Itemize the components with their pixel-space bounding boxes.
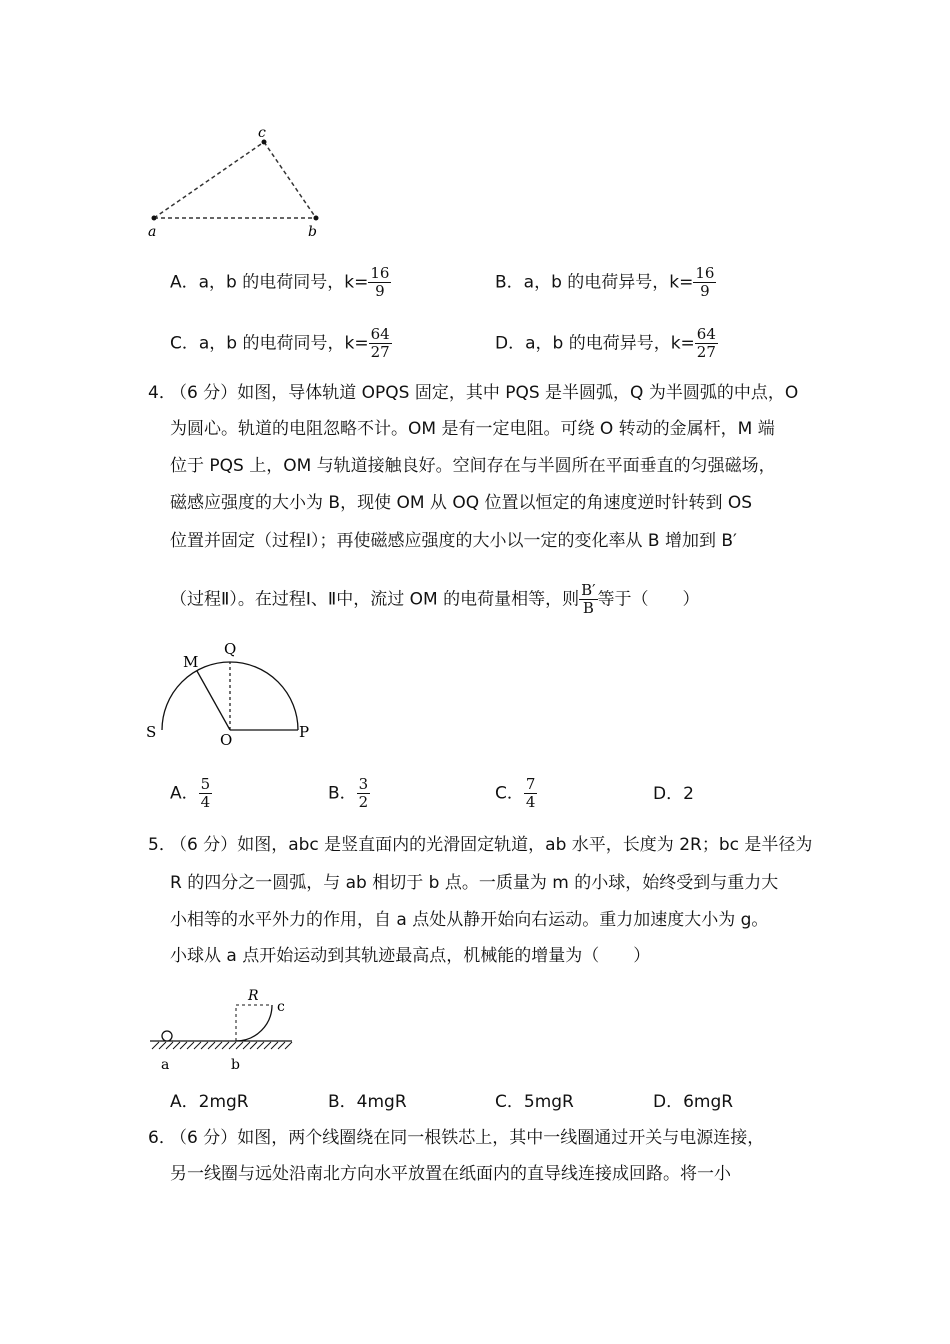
q4-number: 4． [148,383,176,403]
q6-number: 6． [148,1128,176,1148]
label-R: R [248,988,259,1004]
label-c: c [277,999,285,1015]
q4-stem-line: （6 分）如图，导体轨道 OPQS 固定，其中 PQS 是半圆弧，Q 为半圆弧的中点，O [170,383,799,403]
fraction: $\frac{5}{4}$ [200,775,211,811]
edge-bc [264,142,316,218]
q5-number: 5． [148,835,176,855]
label-Q: Q [224,640,237,658]
ground-hatch [152,1042,292,1049]
label-a: a [148,224,157,240]
q4-option-d[interactable]: D．2 [653,784,694,804]
q5-stem-line: R 的四分之一圆弧，与 ab 相切于 b 点。一质量为 m 的小球，始终受到与重力大 [170,873,779,893]
fraction: $\frac{3}{2}$ [358,775,369,811]
q3-option-a[interactable]: A．a，b 的电荷同号，k= $\frac{16}{9}$ [170,264,390,300]
q5-stem-line: （6 分）如图，abc 是竖直面内的光滑固定轨道，ab 水平，长度为 2R；bc 是半径为 [170,835,813,855]
q5-option-d[interactable]: D．6mgR [653,1092,734,1112]
q6-stem-line: （6 分）如图，两个线圈绕在同一根铁芯上，其中一线圈通过开关与电源连接， [170,1128,765,1148]
semicircle-arc [162,662,298,730]
q4-stem-line: 为圆心。轨道的电阻忽略不计。OM 是有一定电阻。可绕 O 转动的金属杆，M 端 [170,419,775,439]
q5-track-figure [140,978,300,1076]
label-b: b [308,224,317,240]
q3-option-b[interactable]: B．a，b 的电荷异号，k= $\frac{16}{9}$ [495,264,715,300]
q5-option-b[interactable]: B．4mgR [328,1092,407,1112]
point-b [314,216,319,221]
label-S: S [146,723,157,741]
fraction: $\frac{64}{27}$ [696,325,716,361]
q4-option-a[interactable]: A． $\frac{5}{4}$ [170,775,211,811]
q6-stem-line: 另一线圈与远处沿南北方向水平放置在纸面内的直导线连接成回路。将一小 [170,1164,731,1184]
label-a: a [161,1057,170,1073]
edge-ac [154,142,264,218]
label-b: b [231,1057,240,1073]
label-M: M [183,653,199,671]
fraction: $\frac{16}{9}$ [695,264,715,300]
q4-stem-line: 位于 PQS 上，OM 与轨道接触良好。空间存在与半圆所在平面垂直的匀强磁场， [170,456,776,476]
fraction: $\frac{B'}{B}$ [581,581,596,617]
q3-option-c[interactable]: C．a，b 的电荷同号，k= $\frac{64}{27}$ [170,325,390,361]
q4-stem-line: 磁感应强度的大小为 B，现使 OM 从 OQ 位置以恒定的角速度逆时针转到 OS [170,493,753,513]
q4-stem-line: 位置并固定（过程Ⅰ）；再使磁感应强度的大小以一定的变化率从 B 增加到 B′ [170,531,737,551]
point-a [152,216,157,221]
q5-stem-line: 小相等的水平外力的作用，自 a 点处从静开始向右运动。重力加速度大小为 g。 [170,910,769,930]
label-P: P [299,723,310,741]
q5-option-c[interactable]: C．5mgR [495,1092,574,1112]
q3-triangle-figure [140,120,340,245]
arc-bc [236,1005,272,1041]
q4-option-b[interactable]: B． $\frac{3}{2}$ [328,775,369,811]
fraction: $\frac{16}{9}$ [370,264,390,300]
fraction: $\frac{7}{4}$ [525,775,536,811]
q4-stem-last-line: （过程Ⅱ）。在过程Ⅰ、Ⅱ中，流过 OM 的电荷量相等，则 $\frac{B'}{B}$ 等于（ ） [170,581,700,617]
label-O: O [220,731,233,749]
q5-option-a[interactable]: A．2mgR [170,1092,249,1112]
fraction: $\frac{64}{27}$ [370,325,390,361]
q4-option-c[interactable]: C． $\frac{7}{4}$ [495,775,536,811]
q3-option-d[interactable]: D．a，b 的电荷异号，k= $\frac{64}{27}$ [495,325,716,361]
q4-semicircle-figure [140,637,320,752]
rod-OM [197,671,230,730]
q5-stem-line: 小球从 a 点开始运动到其轨迹最高点，机械能的增量为（ ） [170,946,651,966]
label-c: c [258,125,266,141]
ball [162,1031,172,1041]
